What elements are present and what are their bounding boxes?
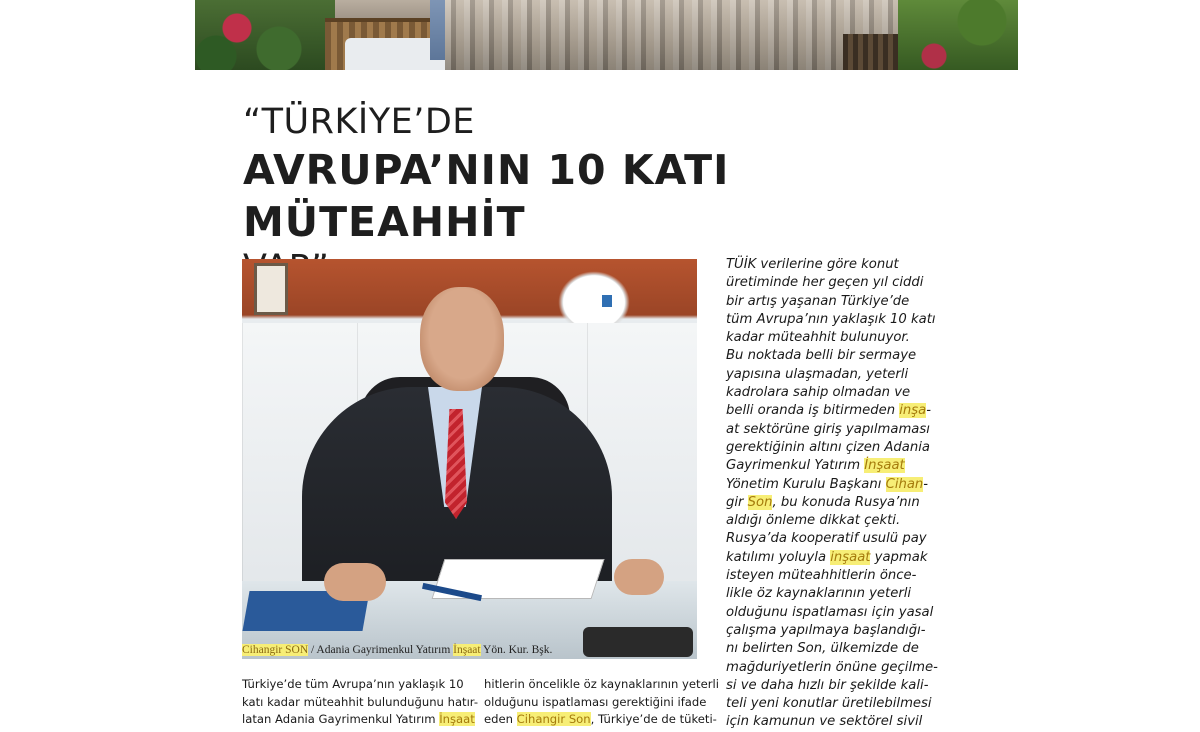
right-column-line xyxy=(726,604,944,622)
text-run: at sektörüne giriş yapılmaması xyxy=(726,421,930,437)
caption-title: Yön. Kur. Bşk. xyxy=(480,644,553,656)
right-text-column xyxy=(726,256,944,730)
right-column-line xyxy=(726,293,944,311)
text-run: katı kadar müteahhit bulunduğunu hatır- xyxy=(242,694,479,709)
text-run: mağduriyetlerin önüne geçilme- xyxy=(726,659,938,675)
right-column-line xyxy=(726,457,944,475)
photo-head xyxy=(420,287,504,391)
text-run: latan Adania Gayrimenkul Yatırım xyxy=(242,712,440,726)
highlighted-text: Cihan xyxy=(885,476,924,492)
bottom-middle-text-column xyxy=(484,676,719,726)
caption-highlight: İnşaat xyxy=(453,644,481,656)
text-run: , bu konuda Rusya’nın xyxy=(772,494,920,510)
text-run: Bu noktada belli bir sermaye xyxy=(726,348,917,364)
highlighted-text: Cihangir Son xyxy=(516,712,591,726)
right-column-line xyxy=(726,585,944,603)
right-column-line xyxy=(726,567,944,585)
right-column-line xyxy=(726,384,944,402)
text-run: - xyxy=(926,403,932,419)
text-run: belli oranda iş bitirmeden xyxy=(726,403,900,419)
bottom-mid-line xyxy=(484,711,717,729)
text-run: gerektiğinin altını çizen Adania xyxy=(726,439,930,455)
photo-hand-right xyxy=(614,559,664,595)
headline-line-1: “TÜRKİYE’DE xyxy=(243,102,475,142)
right-column-line xyxy=(726,402,944,420)
caption-name: Cihangir SON xyxy=(242,644,309,656)
text-run: üretiminde her geçen yıl ciddi xyxy=(726,275,924,291)
text-run: nı belirten Son, ülkemizde de xyxy=(726,641,919,657)
headline-line-2: AVRUPA’NIN 10 KATI MÜTEAHHİT xyxy=(243,146,730,246)
right-column-line xyxy=(726,640,944,658)
text-run: olduğunu ispatlaması için yasal xyxy=(726,604,934,620)
text-run: eden xyxy=(484,712,517,726)
text-run: çalışma yapılmaya başlandığı- xyxy=(726,622,926,638)
bottom-left-line xyxy=(242,711,475,729)
right-column-line xyxy=(726,347,944,365)
text-run: , Türkiye’de de tüketi- xyxy=(590,712,717,726)
right-column-line xyxy=(726,713,944,731)
text-run: Rusya’da kooperatif usulü pay xyxy=(726,531,927,547)
text-run: kadar müteahhit bulunuyor. xyxy=(726,330,910,346)
text-run: katılımı yoluyla xyxy=(726,549,831,565)
text-run: yapmak xyxy=(870,549,928,565)
highlighted-text: İnşaat xyxy=(439,712,475,726)
banner-plants-left xyxy=(195,0,335,70)
right-column-line xyxy=(726,366,944,384)
right-column-line xyxy=(726,622,944,640)
bottom-mid-line xyxy=(484,676,719,694)
right-column-line xyxy=(726,659,944,677)
text-run: hitlerin öncelikle öz kaynaklarının yeterli xyxy=(484,677,719,691)
text-run: teli yeni konutlar üretilebilmesi xyxy=(726,696,932,712)
text-run: tüm Avrupa’nın yaklaşık 10 katı xyxy=(726,311,936,327)
right-column-line xyxy=(726,512,944,530)
bottom-mid-line xyxy=(484,694,707,712)
banner-photo xyxy=(195,0,1018,70)
text-run: için kamunun ve sektörel sivil xyxy=(726,714,923,730)
bottom-left-line xyxy=(242,694,479,712)
right-column-line xyxy=(726,494,944,512)
photo-caption xyxy=(242,644,697,660)
text-run: Gayrimenkul Yatırım xyxy=(726,458,865,474)
text-run: TÜİK verilerine göre konut xyxy=(726,257,899,272)
right-column-line xyxy=(726,695,944,713)
text-run: aldığı önleme dikkat çekti. xyxy=(726,513,901,529)
right-column-line xyxy=(726,476,944,494)
right-column-line xyxy=(726,329,944,347)
text-run: si ve daha hızlı bir şekilde kali- xyxy=(726,677,929,693)
photo-hand-left xyxy=(324,563,386,601)
right-column-line xyxy=(726,439,944,457)
right-column-line xyxy=(726,677,944,695)
text-run: bir artış yaşanan Türkiye’de xyxy=(726,293,910,309)
photo-helmet xyxy=(558,271,630,323)
photo-wall-frame xyxy=(254,263,288,315)
text-run: gir xyxy=(726,494,748,510)
highlighted-text: inşa xyxy=(899,403,927,419)
right-column-line xyxy=(726,274,944,292)
text-run: kadrolara sahip olmadan ve xyxy=(726,385,911,401)
text-run: yapısına ulaşmadan, yeterli xyxy=(726,366,909,382)
banner-plants-right xyxy=(898,0,1018,70)
portrait-photo xyxy=(242,259,697,659)
right-column-line xyxy=(726,256,944,274)
highlighted-text: inşaat xyxy=(830,549,871,565)
text-run: Yönetim Kurulu Başkanı xyxy=(726,476,886,492)
text-run: isteyen müteahhitlerin önce- xyxy=(726,568,917,584)
bottom-left-text-column xyxy=(242,676,479,726)
right-column-line xyxy=(726,421,944,439)
bottom-left-line xyxy=(242,676,464,694)
right-column-line xyxy=(726,549,944,567)
photo-helmet-logo xyxy=(602,295,612,307)
highlighted-text: İnşaat xyxy=(864,458,905,474)
text-run: Türkiye’de tüm Avrupa’nın yaklaşık 10 xyxy=(242,677,464,691)
highlighted-text: Son xyxy=(747,494,773,510)
caption-company: / Adania Gayrimenkul Yatırım xyxy=(308,644,454,656)
right-column-line xyxy=(726,530,944,548)
right-column-line xyxy=(726,311,944,329)
text-run: olduğunu ispatlaması gerektiğini ifade xyxy=(484,694,707,709)
text-run: - xyxy=(923,476,929,492)
text-run: likle öz kaynaklarının yeterli xyxy=(726,586,912,602)
